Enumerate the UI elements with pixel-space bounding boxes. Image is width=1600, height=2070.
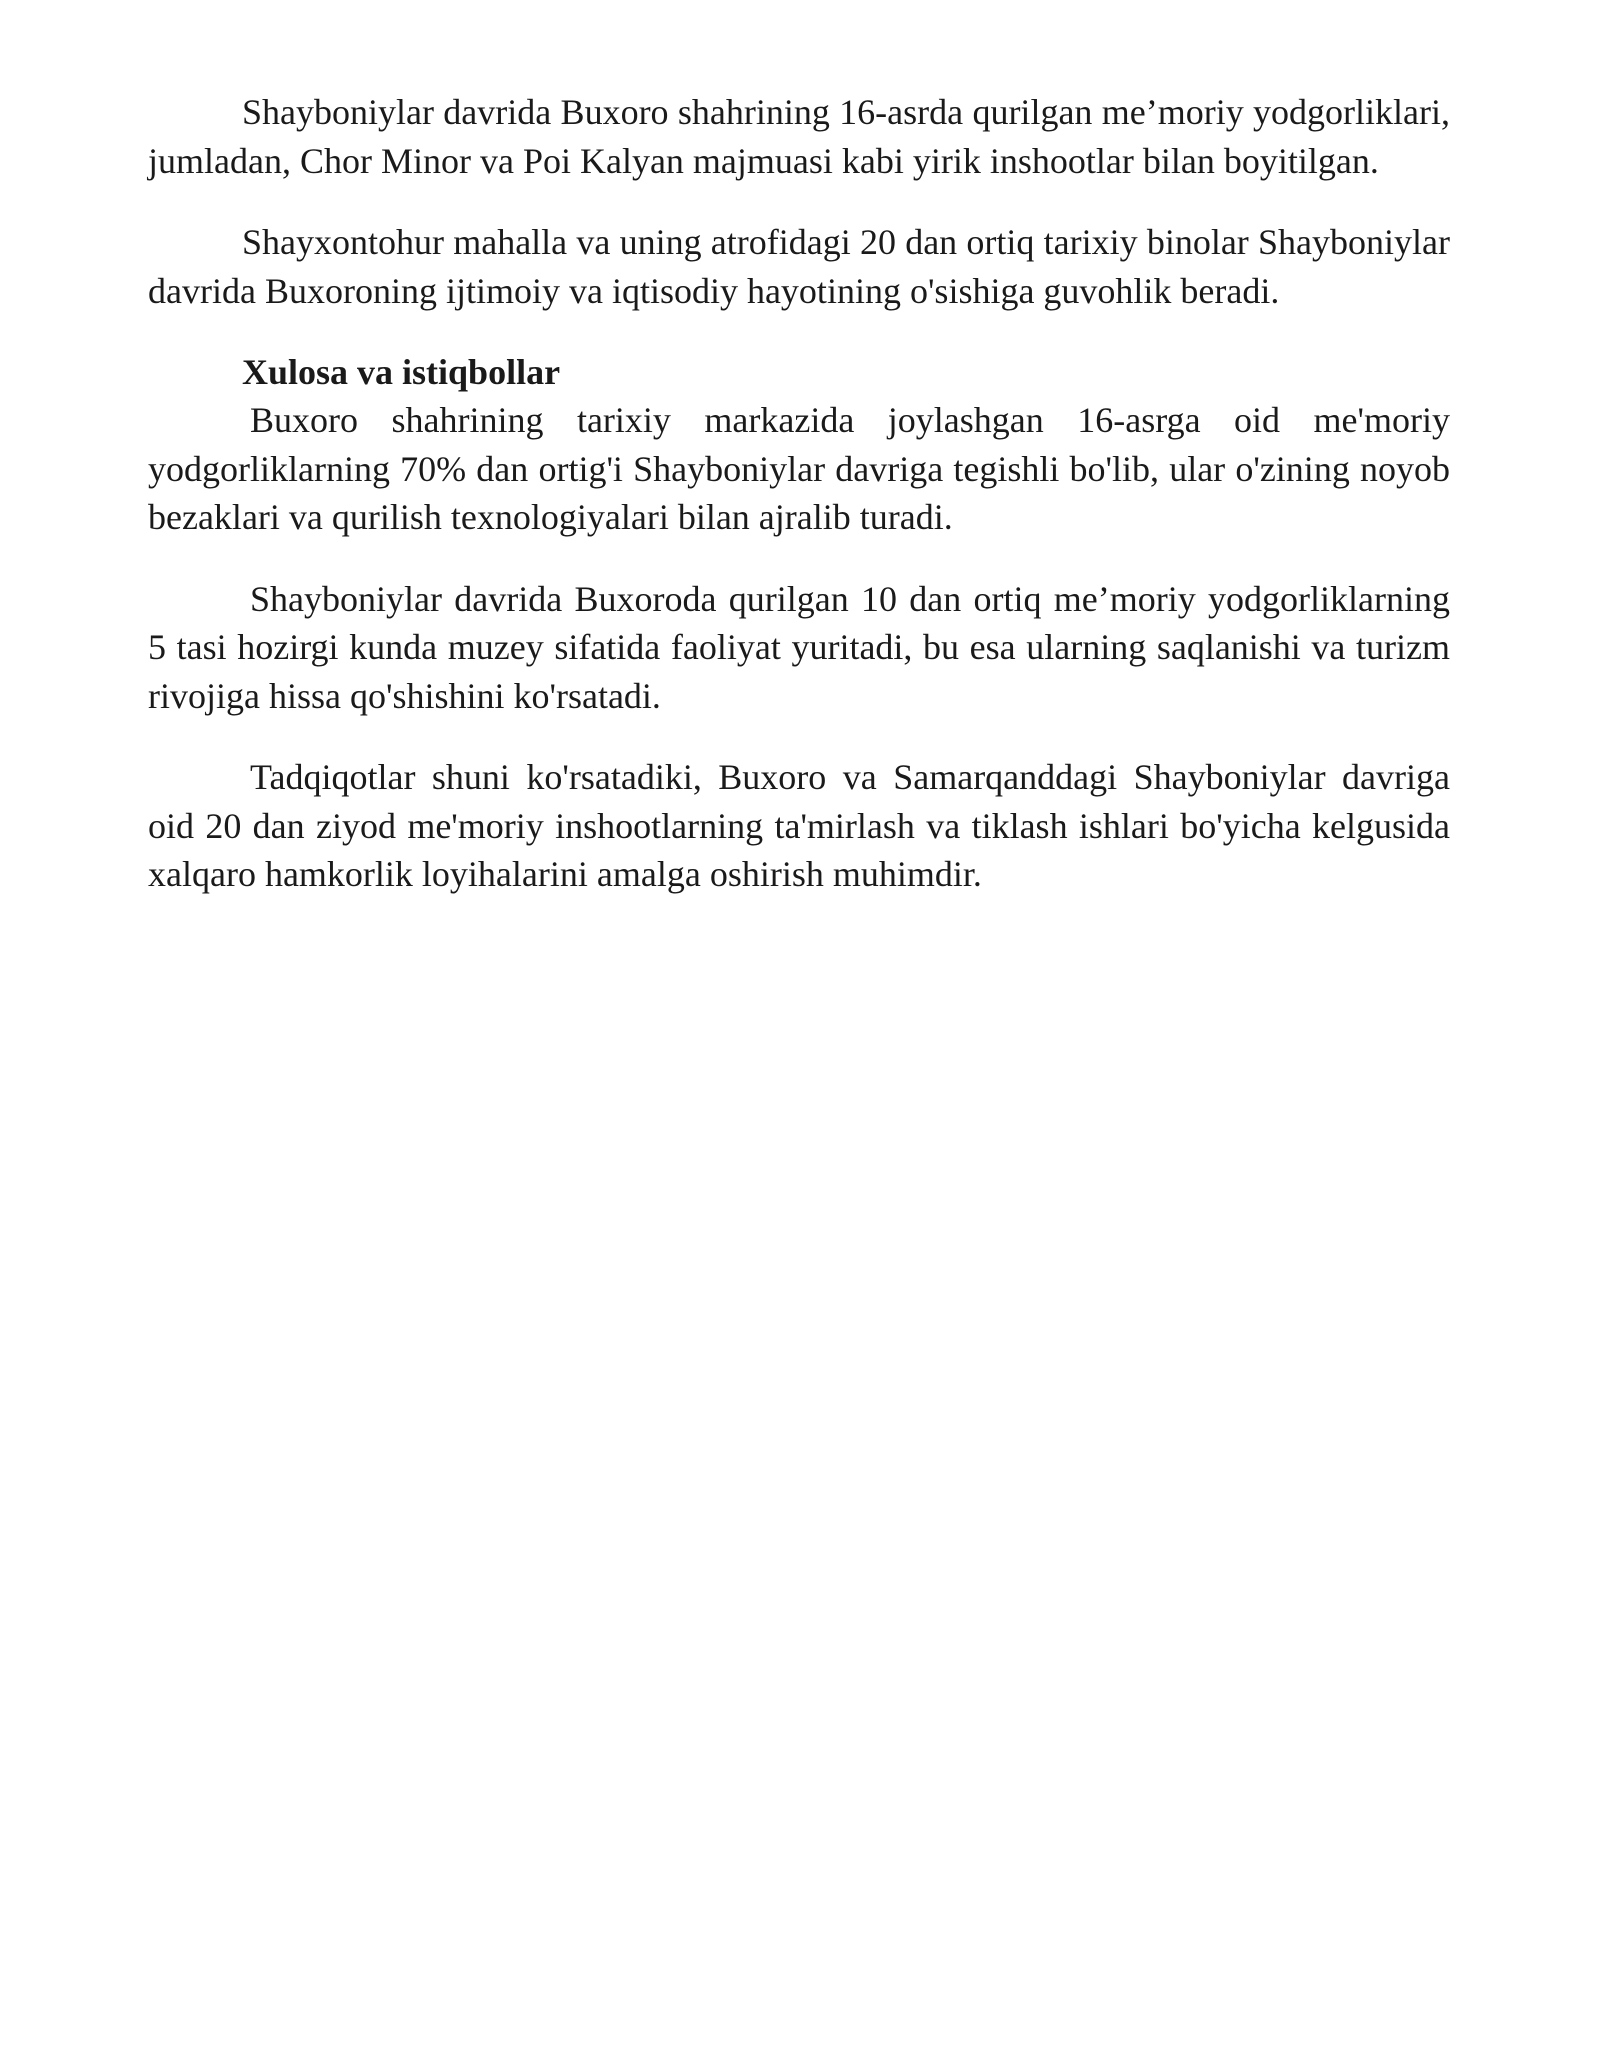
- paragraph-shayboniylar-buxoro-yodgorliklari: Shayboniylar davrida Buxoro shahrining 16-asrda qurilgan me’moriy yodgorliklari, jumladan, Chor Minor va Poi Kalyan majmuasi kabi yirik inshootlar bilan boyitilgan.: [148, 92, 1450, 181]
- section-heading-xulosa: Xulosa va istiqbollar: [242, 352, 561, 392]
- paragraph-tarixiy-markaz: Buxoro shahrining tarixiy markazida joylashgan 16-asrga oid me'moriy yodgorliklarning 70% dan ortig'i Shayboniylar davriga tegishli bo'lib, ular o'zining noyob bezaklari va qurilish texnologiyalari bilan ajralib turadi.: [148, 400, 1450, 537]
- document-body: [148, 88, 1450, 899]
- paragraph-shayxontohur-mahalla: Shayxontohur mahalla va uning atrofidagi 20 dan ortiq tarixiy binolar Shayboniylar davrida Buxoroning ijtimoiy va iqtisodiy hayotining o'sishiga guvohlik beradi.: [148, 222, 1450, 311]
- paragraph-muzey-yodgorliklar: Shayboniylar davrida Buxoroda qurilgan 10 dan ortiq me’moriy yodgorliklarning 5 tasi hozirgi kunda muzey sifatida faoliyat yuritadi, bu esa ularning saqlanishi va turizm rivojiga hissa qo'shishini ko'rsatadi.: [148, 578, 1450, 716]
- paragraph-tadqiqotlar: Tadqiqotlar shuni ko'rsatadiki, Buxoro va Samarqanddagi Shayboniylar davriga oid 20 dan ziyod me'moriy inshootlarning ta'mirlash va tiklash ishlari bo'yicha kelgusida xalqaro hamkorlik loyihalarini amalga oshirish muhimdir.: [148, 757, 1450, 894]
